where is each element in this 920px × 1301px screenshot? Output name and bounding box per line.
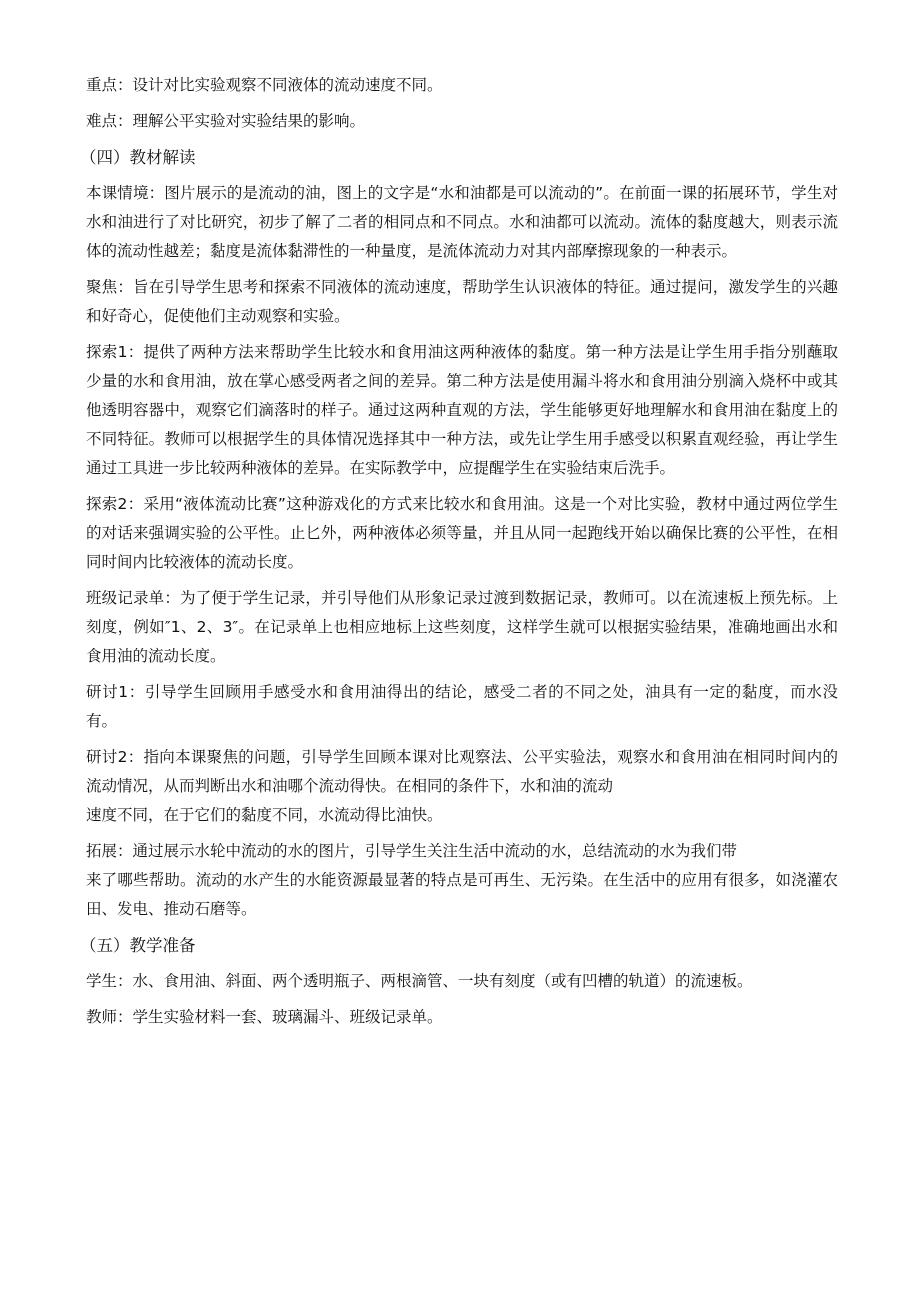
difficulty-paragraph: 难点：理解公平实验对实验结果的影响。: [86, 112, 366, 130]
section-heading-textbook-reading: （四）教材解读: [80, 148, 196, 167]
explore-2-paragraph: 探索2：采用“液体流动比赛”这种游戏化的方式来比较水和食用油。这是一个对比实验，教材中通过两位学生的对话来强调实验的公平性。止匕外，两种液体必须等量，并且从同一起跑线开始以确保比赛的公平性，在相同时间内比较液体的流动长度。: [86, 495, 838, 571]
class-record-paragraph: 班级记录单：为了便于学生记录，并引导他们从形象记录过渡到数据记录，教师可。以在流速板上预先标。上刻度，例如″1、2、3″。在记录单上也相应地标上这些刻度，这样学生就可以根据实验结果，准确地画出水和食用油的流动长度。: [86, 589, 838, 665]
discussion-2-continuation: 速度不同，在于它们的黏度不同，水流动得比油快。: [86, 806, 443, 824]
teacher-materials-paragraph: 教师：学生实验材料一套、玻璃漏斗、班级记录单。: [86, 1008, 443, 1026]
document-body: [80, 71, 838, 1039]
section-heading-teaching-preparation: （五）教学准备: [80, 936, 196, 955]
lesson-context-paragraph: 本课情境：图片展示的是流动的油，图上的文字是“水和油都是可以流动的”。在前面一课的拓展环节，学生对水和油进行了对比研究，初步了解了二者的相同点和不同点。水和油都可以流动。流体的黏度越大，则表示流体的流动性越差；黏度是流体黏滞性的一种量度，是流体流动力对其内部摩擦现象的一种表示。: [86, 184, 838, 260]
extension-continuation: 来了哪些帮助。流动的水产生的水能资源最显著的特点是可再生、无污染。在生活中的应用有很多，如浇灌农田、发电、推动石磨等。: [86, 871, 838, 918]
extension-paragraph: 拓展：通过展示水轮中流动的水的图片，引导学生关注生活中流动的水，总结流动的水为我们带: [86, 842, 738, 860]
discussion-2-paragraph: 研讨2：指向本课聚焦的问题，引导学生回顾本课对比观察法、公平实验法，观察水和食用油在相同时间内的流动情况，从而判断出水和油哪个流动得快。在相同的条件下，水和油的流动: [86, 748, 838, 795]
explore-1-paragraph: 探索1：提供了两种方法来帮助学生比较水和食用油这两种液体的黏度。第一种方法是让学生用手指分别蘸取少量的水和食用油，放在掌心感受两者之间的差异。第二种方法是使用漏斗将水和食用油分别滴入烧杯中或其他透明容器中，观察它们滴落时的样子。通过这两种直观的方法，学生能够更好地理解水和食用油在黏度上的不同特征。教师可以根据学生的具体情况选择其中一种方法，或先让学生用手感受以积累直观经验，再让学生通过工具进一步比较两种液体的差异。在实际教学中，应提醒学生在实验结束后洗手。: [86, 343, 838, 477]
focus-paragraph: 聚焦：旨在引导学生思考和探索不同液体的流动速度，帮助学生认识液体的特征。通过提问，激发学生的兴趣和好奇心，促使他们主动观察和实验。: [86, 278, 838, 325]
key-point-paragraph: 重点：设计对比实验观察不同液体的流动速度不同。: [86, 76, 443, 94]
student-materials-paragraph: 学生：水、食用油、斜面、两个透明瓶子、两根滴管、一块有刻度（或有凹槽的轨道）的流速板。: [86, 972, 753, 990]
discussion-1-paragraph: 研讨1：引导学生回顾用手感受水和食用油得出的结论，感受二者的不同之处，油具有一定的黏度，而水没有。: [86, 683, 838, 730]
